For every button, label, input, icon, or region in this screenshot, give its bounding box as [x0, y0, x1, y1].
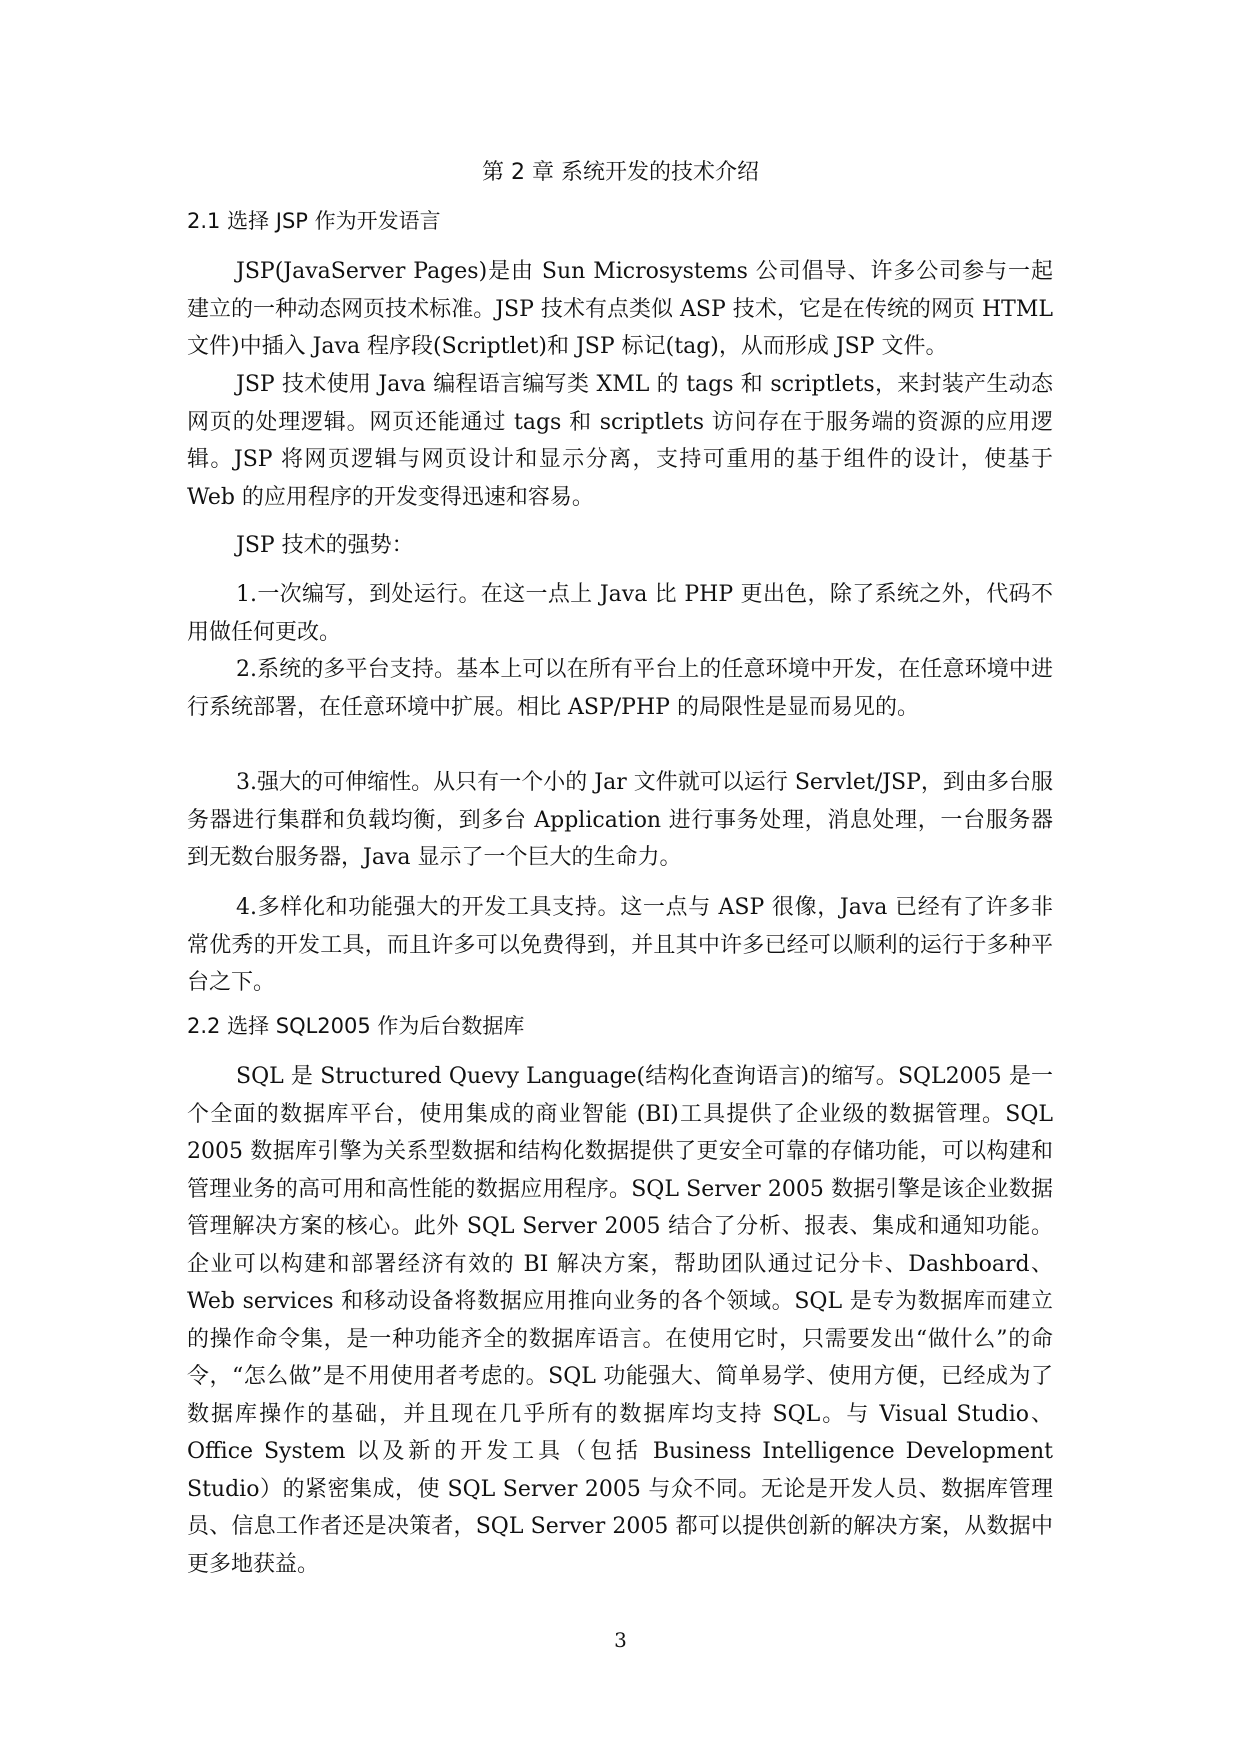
page-number: 3: [614, 1628, 627, 1652]
paragraph-jsp-intro: JSP(JavaServer Pages)是由 Sun Microsystems 公司倡导、许多公司参与一起建立的一种动态网页技术标准。JSP 技术有点类似 ASP 技术，它是在传统的网页 HTML 文件)中插入 Java 程序段(Scriptlet)和 JSP 标记(tag)，从而形成 JSP 文件。: [187, 259, 1053, 359]
paragraph-sql2005: SQL 是 Structured Quevy Language(结构化查询语言)的缩写。SQL2005 是一个全面的数据库平台，使用集成的商业智能 (BI)工具提供了企业级的数据管理。SQL 2005 数据库引擎为关系型数据和结构化数据提供了更安全可靠的存储功能，可以构建和管理业务的高可用和高性能的数据应用程序。SQL Server 2005 数据引擎是该企业数据管理解决方案的核心。此外 SQL Server 2005 结合了分析、报表、集成和通知功能。企业可以构建和部署经济有效的 BI 解决方案，帮助团队通过记分卡、Dashboard、Web services 和移动设备将数据应用推向业务的各个领域。SQL 是专为数据库而建立的操作命令集，是一种功能齐全的数据库语言。在使用它时，只需要发出“做什么”的命令，“怎么做”是不用使用者考虑的。SQL 功能强大、简单易学、使用方便，已经成为了数据库操作的基础，并且现在几乎所有的数据库均支持 SQL。与 Visual Studio、Office System 以及新的开发工具（包括 Business Intelligence Development Studio）的紧密集成，使 SQL Server 2005 与众不同。无论是开发人员、数据库管理员、信息工作者还是决策者，SQL Server 2005 都可以提供创新的解决方案，从数据中更多地获益。: [187, 1064, 1053, 1577]
chapter-title: 第 2 章 系统开发的技术介绍: [482, 160, 759, 185]
paragraph-jsp-strengths-label: JSP 技术的强势：: [236, 533, 414, 558]
section-heading-2-2: 2.2 选择 SQL2005 作为后台数据库: [187, 1014, 525, 1038]
paragraph-jsp-technology: JSP 技术使用 Java 编程语言编写类 XML 的 tags 和 scriptlets，来封装产生动态网页的处理逻辑。网页还能通过 tags 和 scriptlets 访问存在于服务端的资源的应用逻辑。JSP 将网页逻辑与网页设计和显示分离，支持可重用的基于组件的设计，使基于 Web 的应用程序的开发变得迅速和容易。: [187, 372, 1053, 510]
paragraph-strength-4: 4.多样化和功能强大的开发工具支持。这一点与 ASP 很像，Java 已经有了许多非常优秀的开发工具，而且许多可以免费得到，并且其中许多已经可以顺利的运行于多种平台之下。: [187, 895, 1053, 995]
paragraph-strength-1: 1.一次编写，到处运行。在这一点上 Java 比 PHP 更出色，除了系统之外，代码不用做任何更改。: [187, 582, 1053, 645]
paragraph-strength-2: 2.系统的多平台支持。基本上可以在所有平台上的任意环境中开发，在任意环境中进行系统部署，在任意环境中扩展。相比 ASP/PHP 的局限性是显而易见的。: [187, 657, 1053, 720]
section-heading-2-1: 2.1 选择 JSP 作为开发语言: [187, 209, 441, 233]
paragraph-strength-3: 3.强大的可伸缩性。从只有一个小的 Jar 文件就可以运行 Servlet/JSP，到由多台服务器进行集群和负载均衡，到多台 Application 进行事务处理，消息处理，一台服务器到无数台服务器，Java 显示了一个巨大的生命力。: [187, 770, 1053, 870]
